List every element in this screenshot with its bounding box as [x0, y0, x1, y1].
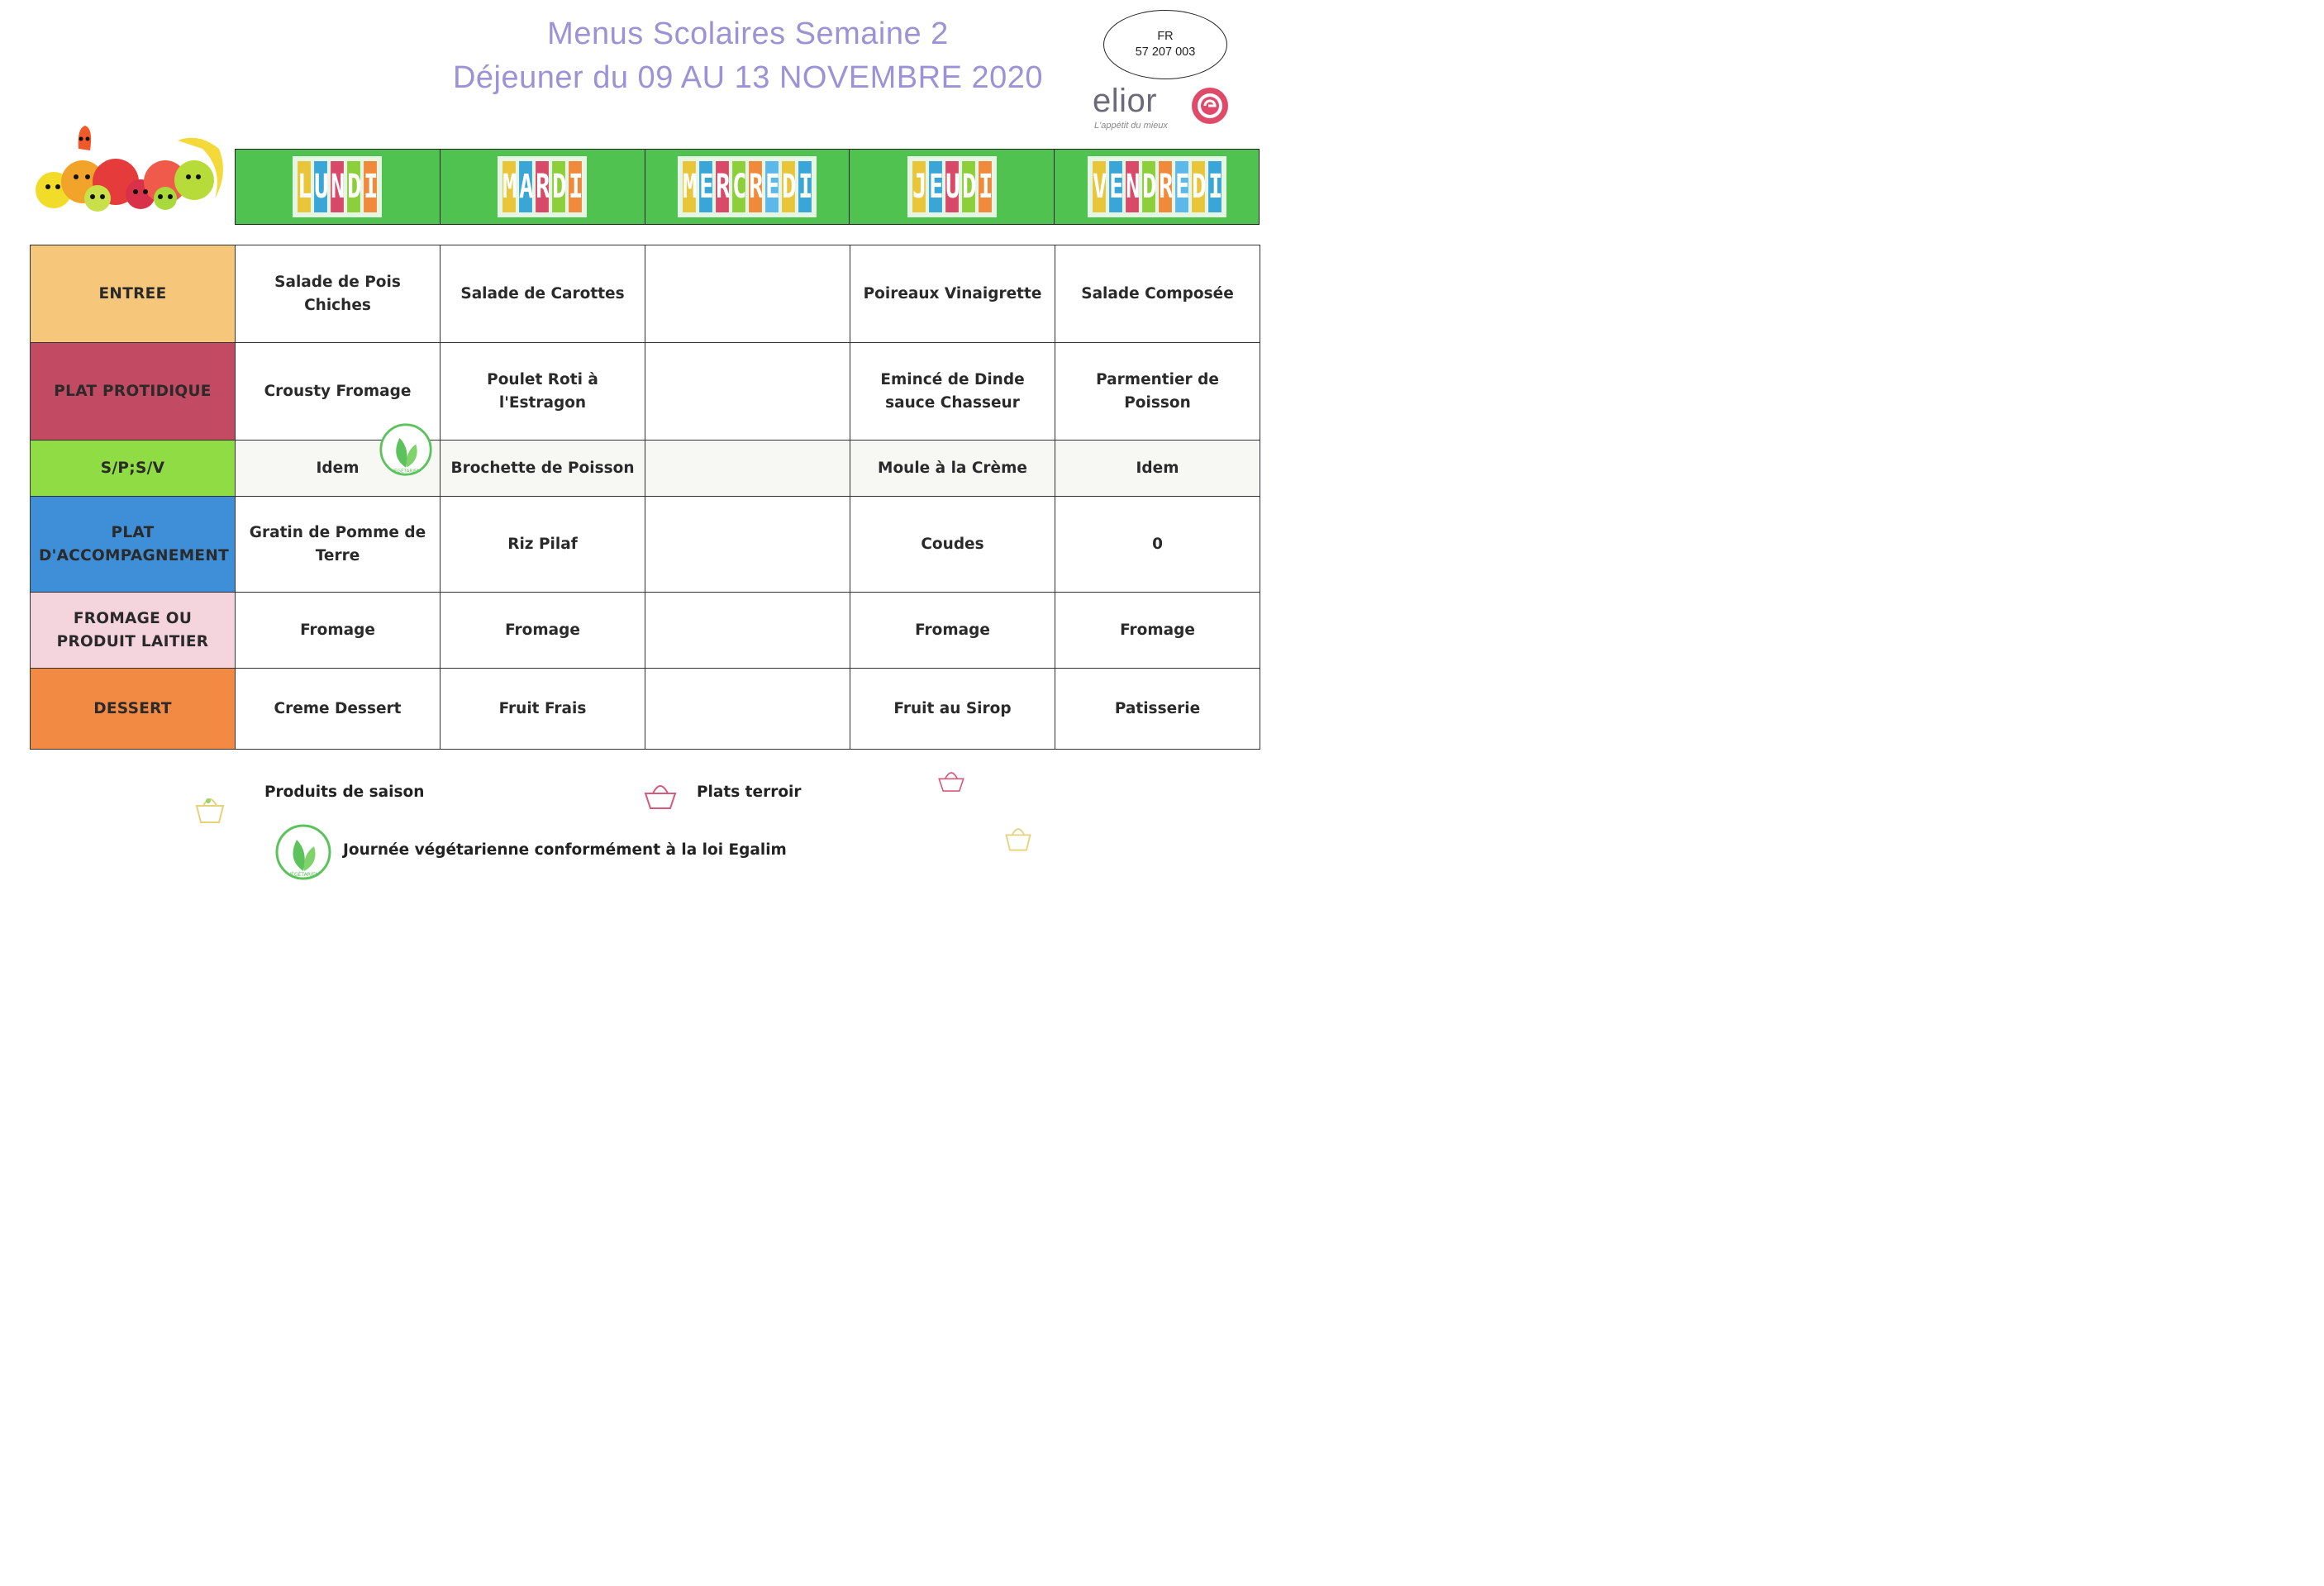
menu-cell-jeudi: Moule à la Crème — [850, 441, 1055, 497]
day-letter: D — [1142, 161, 1155, 212]
menu-cell-jeudi: Coudes — [850, 497, 1055, 593]
menu-cell-mardi: Salade de Carottes — [441, 245, 645, 343]
menu-cell-vendredi: Salade Composée — [1055, 245, 1260, 343]
menu-row — [31, 441, 1260, 497]
day-letter: M — [502, 161, 516, 212]
establishment-code — [1103, 10, 1227, 79]
day-label — [907, 156, 997, 217]
day-jeudi — [850, 150, 1055, 224]
day-letter: E — [929, 161, 942, 212]
menu-cell-mardi: Riz Pilaf — [441, 497, 645, 593]
day-letter: R — [716, 161, 729, 212]
day-letter: E — [1109, 161, 1122, 212]
brand-logo — [1093, 83, 1233, 134]
menu-row — [31, 343, 1260, 441]
day-lundi — [236, 150, 441, 224]
day-letter: D — [552, 161, 565, 212]
menu-row — [31, 497, 1260, 593]
day-letter: I — [1208, 161, 1222, 212]
day-label — [678, 156, 817, 217]
menu-row — [31, 593, 1260, 669]
menu-cell-mercredi — [645, 669, 850, 750]
day-letter: I — [979, 161, 992, 212]
terroir-basket-icon — [936, 765, 967, 795]
menu-row — [31, 669, 1260, 750]
day-letter: C — [732, 161, 745, 212]
day-letter: N — [331, 161, 344, 212]
day-letter: L — [298, 161, 311, 212]
day-letter: V — [1093, 161, 1106, 212]
code-country: FR — [1157, 30, 1174, 43]
menu-cell-mercredi — [645, 593, 850, 669]
day-letter: R — [749, 161, 762, 212]
menu-cell-lundi: Fromage — [236, 593, 441, 669]
seasonal-basket-icon — [192, 791, 228, 827]
category-label: FROMAGE OU PRODUIT LAITIER — [31, 593, 236, 669]
day-letter: I — [798, 161, 812, 212]
menu-cell-vendredi: Patisserie — [1055, 669, 1260, 750]
day-letter: I — [364, 161, 377, 212]
menu-cell-mercredi — [645, 497, 850, 593]
menu-cell-jeudi: Poireaux Vinaigrette — [850, 245, 1055, 343]
rose-icon — [1188, 84, 1231, 127]
code-number: 57 207 003 — [1135, 45, 1196, 59]
vegetarian-leaf-badge-icon — [379, 422, 433, 477]
vegetarian-badge-text: VÉGÉTARIEN — [288, 872, 319, 878]
category-label: S/P;S/V — [31, 441, 236, 497]
page-subtitle: Déjeuner du 09 AU 13 NOVEMBRE 2020 — [452, 60, 1044, 95]
day-letter: U — [945, 161, 959, 212]
day-letter: R — [536, 161, 549, 212]
category-label: DESSERT — [31, 669, 236, 750]
menu-cell-mardi: Poulet Roti à l'Estragon — [441, 343, 645, 441]
menu-cell-mercredi — [645, 441, 850, 497]
menu-cell-lundi: Creme Dessert — [236, 669, 441, 750]
day-label — [498, 156, 587, 217]
day-mercredi — [645, 150, 850, 224]
menu-cell-lundi: Crousty Fromage — [236, 343, 441, 441]
day-letter: E — [699, 161, 712, 212]
day-letter: N — [1126, 161, 1139, 212]
menu-cell-jeudi: Emincé de Dinde sauce Chasseur — [850, 343, 1055, 441]
vegetarian-leaf-badge-icon — [274, 823, 332, 881]
day-letter: D — [782, 161, 795, 212]
menu-cell-mardi: Fromage — [441, 593, 645, 669]
weekday-header — [235, 149, 1260, 225]
day-label — [293, 156, 382, 217]
day-letter: D — [1192, 161, 1205, 212]
page-title: Menus Scolaires Semaine 2 — [547, 17, 949, 51]
menu-cell-jeudi: Fruit au Sirop — [850, 669, 1055, 750]
menu-cell-mardi: Brochette de Poisson — [441, 441, 645, 497]
day-letter: E — [765, 161, 779, 212]
day-label — [1088, 156, 1226, 217]
menu-cell-mercredi — [645, 343, 850, 441]
vegetarian-badge-text: VÉGÉTARIEN — [391, 469, 421, 474]
day-letter: I — [569, 161, 582, 212]
menu-cell-vendredi: Parmentier de Poisson — [1055, 343, 1260, 441]
day-letter: J — [912, 161, 926, 212]
brand-tagline: L'appétit du mieux — [1094, 121, 1168, 131]
day-letter: E — [1175, 161, 1188, 212]
day-letter: M — [683, 161, 696, 212]
day-mardi — [441, 150, 645, 224]
menu-cell-vendredi: Fromage — [1055, 593, 1260, 669]
seasonal-basket-icon — [1002, 822, 1035, 855]
menu-row — [31, 245, 1260, 343]
menu-cell-mercredi — [645, 245, 850, 343]
menu-cell-vendredi: 0 — [1055, 497, 1260, 593]
legend-vegetarian: Journée végétarienne conformément à la loi Egalim — [343, 841, 787, 859]
day-letter: R — [1159, 161, 1172, 212]
menu-table — [30, 245, 1260, 750]
day-letter: D — [347, 161, 360, 212]
menu-cell-mardi: Fruit Frais — [441, 669, 645, 750]
legend-terroir: Plats terroir — [697, 783, 802, 801]
legend-seasonal: Produits de saison — [264, 783, 425, 801]
day-letter: A — [519, 161, 532, 212]
terroir-basket-icon — [641, 777, 679, 813]
category-label: ENTREE — [31, 245, 236, 343]
day-vendredi — [1055, 150, 1259, 224]
fruit-characters-illustration — [33, 124, 231, 215]
menu-cell-lundi: Gratin de Pomme de Terre — [236, 497, 441, 593]
day-letter: U — [314, 161, 327, 212]
day-letter: D — [962, 161, 975, 212]
menu-cell-lundi: Idem — [236, 441, 441, 497]
category-label: PLAT PROTIDIQUE — [31, 343, 236, 441]
menu-cell-lundi: Salade de Pois Chiches — [236, 245, 441, 343]
category-label: PLAT D'ACCOMPAGNEMENT — [31, 497, 236, 593]
brand-name: elior — [1093, 83, 1158, 119]
menu-cell-vendredi: Idem — [1055, 441, 1260, 497]
menu-cell-jeudi: Fromage — [850, 593, 1055, 669]
